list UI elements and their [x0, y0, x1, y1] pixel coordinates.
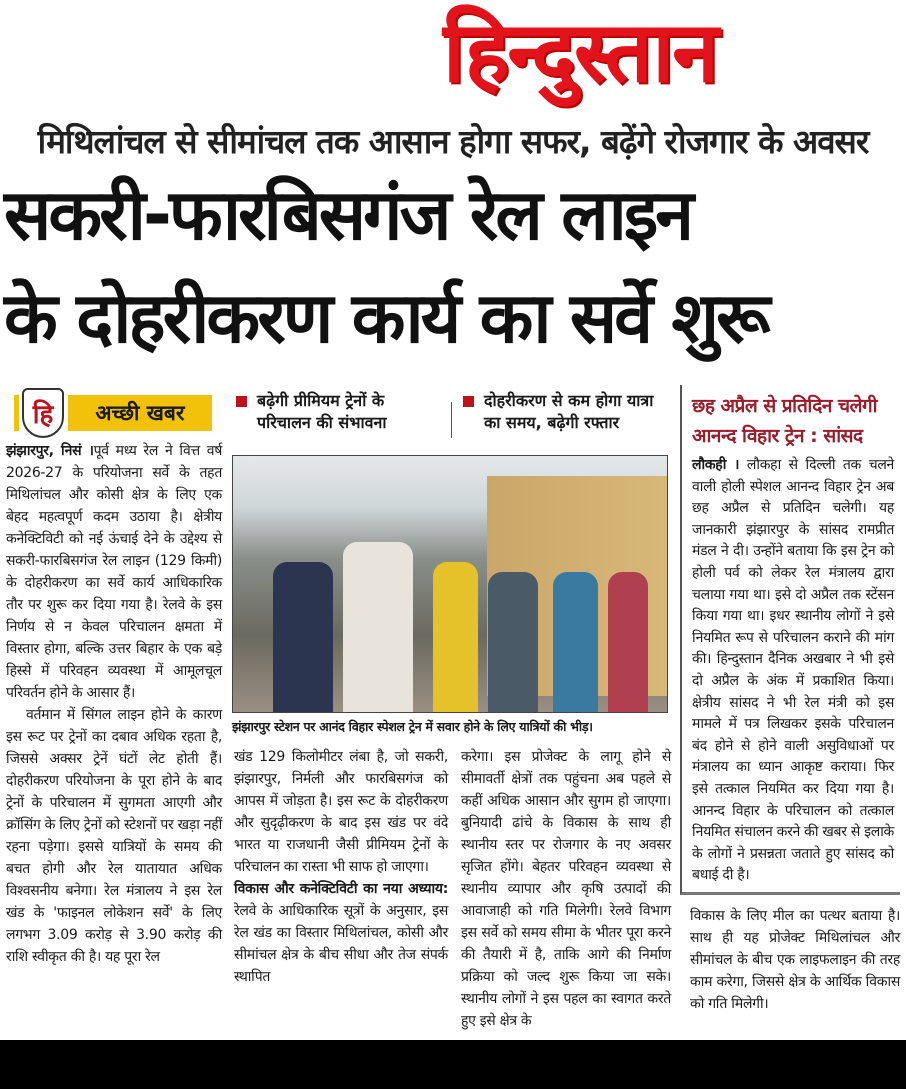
dateline: झंझारपुर, निसं । [6, 443, 94, 459]
paragraph [234, 878, 448, 988]
bullet-text: बढ़ेगी प्रीमियम ट्रेनों के परिचालन की संभावना [257, 391, 387, 432]
red-square-bullet-icon [236, 396, 247, 407]
station-crowd-photo [232, 455, 668, 713]
paragraph-text: लौकहा से दिल्ली तक चलने वाली होली स्पेशल आनन्द विहार ट्रेन अब छह अप्रैल से प्रतिदिन चलेगी। यह जानकारी झंझारपुर के सांसद रामप्रीत मंडल ने दी। उन्होंने बताया कि इस ट्रेन को होली पर्व को लेकर रेल मंत्रालय द्वारा चलाया गया था। इसे दो अप्रैल तक स्टेंसन किया गया था। इधर स्थानीय लोगों ने इसे नियमित रूप से परिचालन कराने की मांग की। हिन्दुस्तान दैनिक अखबार ने भी इसे दो अप्रैल के अंक में प्रकाशित किया। क्षेत्रीय सांसद ने भी रेल मंत्री को इस मामले में पत्र लिखकर इसके परिचालन बंद होने से होने वाली असुविधाओं पर मंत्रालय का ध्यान आकृष्ट कराया। फिर इसे तत्काल नियमित कर दिया गया है। आनन्द विहार के परिचालन को तत्काल नियमित संचालन करने की खबर से इलाके के लोगों ने प्रसन्नता जताते हुए सांसद को बधाई दी है। [692, 457, 894, 884]
paragraph: वर्तमान में सिंगल लाइन होने के कारण इस रूट पर ट्रेनों का दबाव अधिक रहता है, जिससे अक्सर ट्रेनें घंटों लेट होती हैं। दोहरीकरण परियोजना के पूरा होने के बाद ट्रेनों के परिचालन में सुगमता आएगी और क्रॉसिंग के लिए ट्रेनों को स्टेशनों पर खड़ा नहीं रहना पड़ेगा। इससे यात्रियों के समय की बचत होगी और रेल यातायात अधिक विश्वसनीय बनेगा। रेल मंत्रालय ने इस रेल खंड के 'फाइनल लोकेशन सर्वे' के लिए लगभग 3.09 करोड़ से 3.90 करोड़ की राशि स्वीकृत की है। यह पूरा रेल [6, 707, 222, 965]
good-news-badge [14, 388, 212, 438]
badge-label: अच्छी खबर [68, 395, 212, 431]
sidebar-news-box [680, 385, 900, 895]
badge-accent-bar [14, 395, 19, 431]
highlight-bullet [236, 390, 436, 434]
main-headline-line-2: के दोहरीकरण कार्य का सर्वे शुरू [4, 277, 768, 359]
paragraph-text: रेलवे के आधिकारिक सूत्रों के अनुसार, इस रेल खंड का विस्तार मिथिलांचल, कोसी और सीमांचल क्षेत्र के बीच सीधा और तेज संपर्क स्थापित [234, 903, 448, 985]
bottom-black-bar [0, 1040, 906, 1089]
paragraph-text: पूर्व मध्य रेल ने वित्त वर्ष 2026-27 के परियोजना सर्वे के तहत मिथिलांचल और कोसी क्षेत्र के लिए एक बेहद महत्वपूर्ण कदम उठाया है। क्षेत्रीय कनेक्टिविटी को नई ऊंचाई देने के उद्देश्य से सकरी-फारबिसगंज रेल लाइन (129 किमी) के दोहरीकरण का सर्वे कार्य आधिकारिक तौर पर शुरू कर दिया गया है। रेलवे के इस निर्णय से न केवल परिचालन क्षमता में विस्तार होगा, बल्कि उत्तर बिहार के एक बड़े हिस्से में परिवहन व्यवस्था में आमूलचूल परिवर्तन होने के आसार हैं। [6, 443, 222, 701]
masthead-logo: हिन्दुस्तान [443, 3, 717, 101]
article-column-3: करेगा। इस प्रोजेक्ट के लागू होने से सीमावर्ती क्षेत्रों तक पहुंचना अब पहले से कहीं अधिक आसान और सुगम हो जाएगा। बुनियादी ढांचे के विकास के साथ ही स्थानीय स्तर पर रोजगार के नए अवसर सृजित होंगे। बेहतर परिवहन व्यवस्था से स्थानीय व्यापार और कृषि उत्पादों की आवाजाही को गति मिलेगी। रेलवे विभाग इस सर्वे को समय सीमा के भीतर पूरा करने की तैयारी में है, ताकि आगे की निर्माण प्रक्रिया को जल्द शुरू किया जा सके। स्थानीय लोगों ने इस पहल का स्वागत करते हुए इसे क्षेत्र के [461, 749, 671, 1029]
paragraph: खंड 129 किलोमीटर लंबा है, जो सकरी, झंझारपुर, निर्मली और फारबिसगंज को आपस में जोड़ता है। इस रूट के दोहरीकरण और सुदृढ़ीकरण के बाद इस खंड पर वंदे भारत या राजधानी जैसी प्रीमियम ट्रेनों के परिचालन का रास्ता भी साफ हो जाएगा। [234, 749, 448, 875]
red-square-bullet-icon [463, 396, 474, 407]
article-column-1 [6, 440, 222, 968]
article-column-4: विकास के लिए मील का पत्थर बताया है। साथ ही यह प्रोजेक्ट मिथिलांचल और सीमांचल के बीच एक लाइफलाइन की तरह काम करेगा, जिससे क्षेत्र के आर्थिक विकास को गति मिलेगी। [690, 908, 900, 1012]
main-headline-line-1: सकरी-फारबिसगंज रेल लाइन [4, 174, 692, 256]
photo-caption: झंझारपुर स्टेशन पर आनंद विहार स्पेशल ट्रेन में सवार होने के लिए यात्रियों की भीड़। [232, 719, 593, 734]
highlight-bullet [463, 390, 668, 434]
hindustan-shield-icon: हि [22, 388, 64, 438]
dateline: लौकही । [692, 457, 740, 473]
divider [451, 402, 452, 438]
article-column-2 [234, 746, 448, 988]
kicker-headline: मिथिलांचल से सीमांचल तक आसान होगा सफर, बढ़ेंगे रोजगार के अवसर [37, 122, 869, 161]
paragraph [6, 440, 222, 704]
sidebar-text [692, 455, 894, 887]
sidebar-headline: छह अप्रैल से प्रतिदिन चलेगी आनन्द विहार ट्रेन : सांसद [692, 395, 878, 447]
bullet-text: दोहरीकरण से कम होगा यात्रा का समय, बढ़ेगी रफ्तार [484, 391, 654, 432]
subheading: विकास और कनेक्टिविटी का नया अध्याय: [234, 881, 448, 897]
